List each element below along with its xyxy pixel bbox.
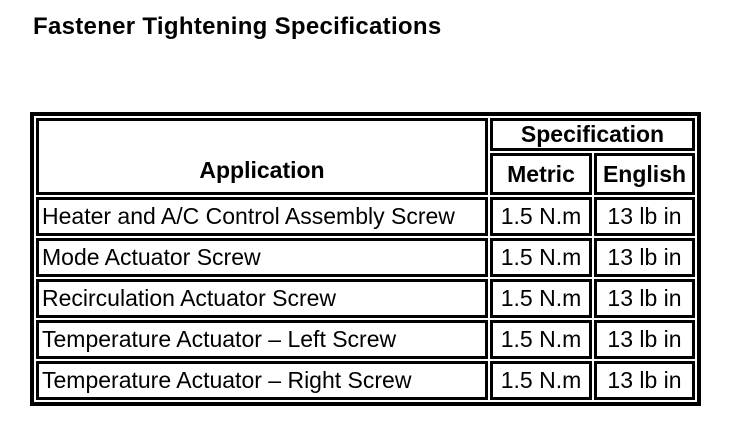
application-cell: Mode Actuator Screw [36,238,488,277]
metric-value-cell: 1.5 N.m [490,320,592,359]
table-row [36,197,695,236]
column-header-application: Application [36,118,488,195]
metric-value-cell: 1.5 N.m [490,361,592,400]
table-row [36,320,695,359]
application-cell: Temperature Actuator – Right Screw [36,361,488,400]
metric-value-cell: 1.5 N.m [490,197,592,236]
metric-value-cell: 1.5 N.m [490,238,592,277]
header-row-specification [36,118,695,151]
application-cell: Recirculation Actuator Screw [36,279,488,318]
english-value-cell: 13 lb in [594,279,695,318]
column-header-metric: Metric [490,153,592,195]
column-header-specification: Specification [490,118,695,151]
fastener-spec-table [30,112,701,406]
table-row [36,361,695,400]
page-title: Fastener Tightening Specifications [33,13,442,40]
application-cell: Temperature Actuator – Left Screw [36,320,488,359]
application-cell: Heater and A/C Control Assembly Screw [36,197,488,236]
table-row [36,238,695,277]
english-value-cell: 13 lb in [594,320,695,359]
table-row [36,279,695,318]
metric-value-cell: 1.5 N.m [490,279,592,318]
column-header-english: English [594,153,695,195]
english-value-cell: 13 lb in [594,361,695,400]
english-value-cell: 13 lb in [594,238,695,277]
english-value-cell: 13 lb in [594,197,695,236]
